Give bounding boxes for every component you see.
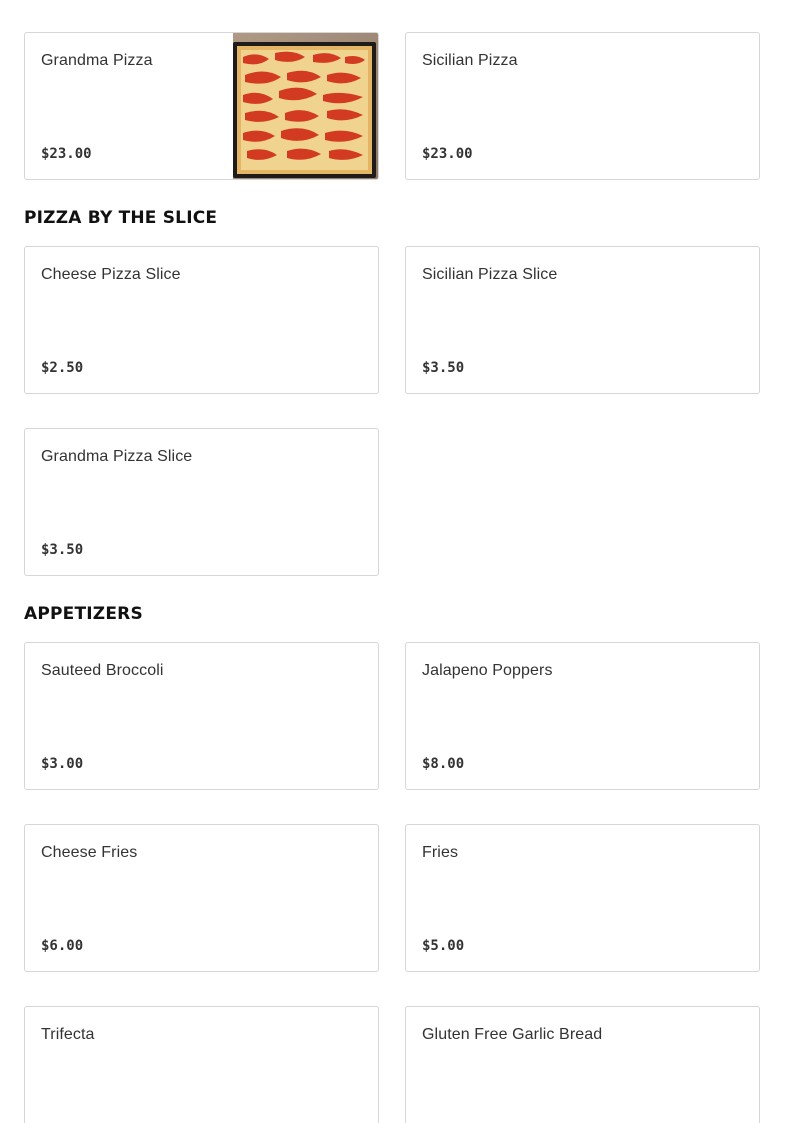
menu-item-name: Trifecta <box>41 1026 95 1043</box>
menu-item-name: Fries <box>422 844 459 861</box>
menu-item-card[interactable] <box>24 246 379 394</box>
section-title-appetizers: APPETIZERS <box>24 604 143 624</box>
menu-item-price: $23.00 <box>422 146 473 162</box>
menu-item-card[interactable] <box>405 642 760 790</box>
menu-item-price: $3.00 <box>41 756 84 772</box>
menu-item-name: Grandma Pizza <box>41 52 153 69</box>
menu-item-name: Gluten Free Garlic Bread <box>422 1026 603 1043</box>
menu-item-card[interactable] <box>405 824 760 972</box>
menu-item-card[interactable] <box>405 246 760 394</box>
menu-item-price: $2.50 <box>41 360 84 376</box>
menu-item-name: Jalapeno Poppers <box>422 662 553 679</box>
menu-item-name: Sicilian Pizza <box>422 52 518 69</box>
menu-item-card[interactable] <box>24 824 379 972</box>
menu-item-card[interactable] <box>24 428 379 576</box>
menu-item-name: Grandma Pizza Slice <box>41 448 193 465</box>
menu-item-name: Sauteed Broccoli <box>41 662 164 679</box>
menu-item-price: $3.50 <box>422 360 465 376</box>
grandma-pizza-photo <box>233 33 378 180</box>
menu-item-price: $23.00 <box>41 146 92 162</box>
menu-item-card[interactable] <box>24 642 379 790</box>
section-title-pizza-by-the-slice: PIZZA BY THE SLICE <box>24 208 218 228</box>
menu-item-price: $5.00 <box>422 938 465 954</box>
menu-item-card[interactable] <box>405 1006 760 1123</box>
menu-item-card[interactable] <box>24 1006 379 1123</box>
menu-item-card[interactable] <box>405 32 760 180</box>
menu-item-name: Sicilian Pizza Slice <box>422 266 558 283</box>
menu-item-price: $6.00 <box>41 938 84 954</box>
menu-item-card[interactable] <box>24 32 379 180</box>
menu-item-price: $8.00 <box>422 756 465 772</box>
menu-item-price: $3.50 <box>41 542 84 558</box>
menu-item-name: Cheese Pizza Slice <box>41 266 181 283</box>
menu-item-name: Cheese Fries <box>41 844 138 861</box>
